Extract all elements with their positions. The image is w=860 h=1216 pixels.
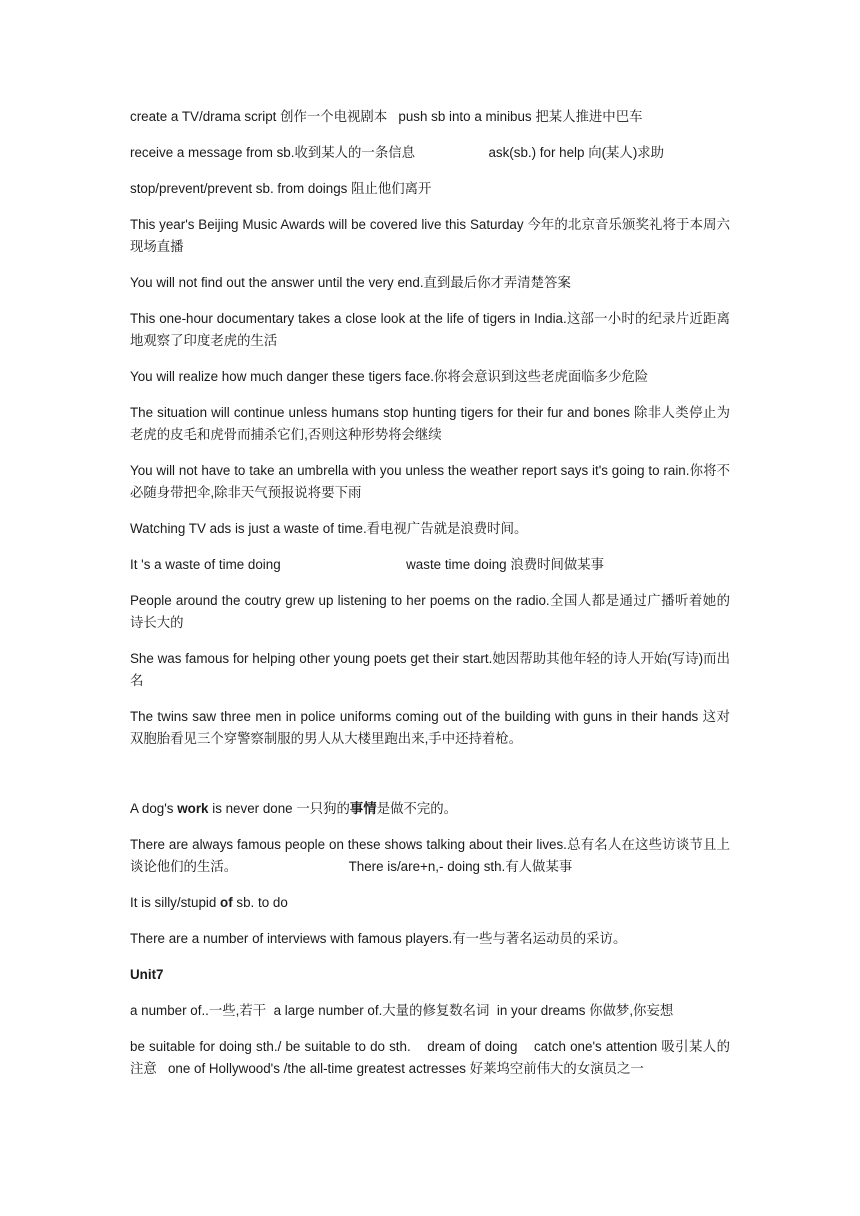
paragraph-4: This year's Beijing Music Awards will be covered live this Saturday 今年的北京音乐颁奖礼将于本周六现场直播 [130, 217, 730, 254]
phrase-tv-script: create a TV/drama script 创作一个电视剧本 [130, 109, 388, 124]
paragraph-2 [130, 142, 730, 164]
bold-work: work [177, 801, 209, 816]
paragraph-16 [130, 834, 730, 878]
paragraph-9: You will not have to take an umbrella with you unless the weather report says it's going to rain.你将不必随身带把伞,除非天气预报说将要下雨 [130, 463, 730, 500]
paragraph-20: a number of..一些,若干 a large number of.大量的修复数名词 in your dreams 你做梦,你妄想 [130, 1003, 674, 1018]
unit-heading: Unit7 [130, 967, 164, 982]
paragraph-12: People around the coutry grew up listening to her poems on the radio.全国人都是通过广播听着她的诗长大的 [130, 593, 730, 630]
paragraph-11 [130, 554, 730, 576]
paragraph-18: There are a number of interviews with famous players.有一些与著名运动员的采访。 [130, 931, 627, 946]
bold-of: of [220, 895, 233, 910]
paragraph-13: She was famous for helping other young poets get their start.她因帮助其他年轻的诗人开始(写诗)而出名 [130, 651, 730, 688]
paragraph-10: Watching TV ads is just a waste of time.看电视广告就是浪费时间。 [130, 521, 528, 536]
paragraph-6: This one-hour documentary takes a close look at the life of tigers in India.这部一小时的纪录片近距离地观察了印度老虎的生活 [130, 311, 730, 348]
bold-shiqing: 事情 [349, 801, 377, 816]
phrase-minibus: push sb into a minibus 把某人推进中巴车 [398, 109, 643, 124]
document-body [130, 106, 730, 1094]
phrase-there-is-doing: There is/are+n,- doing sth.有人做某事 [348, 859, 573, 874]
phrase-ask-for-help: ask(sb.) for help 向(某人)求助 [488, 145, 665, 160]
paragraph-17: It is silly/stupid of sb. to do [130, 895, 288, 910]
paragraph-21: be suitable for doing sth./ be suitable to do sth. dream of doing catch one's attention 吸引某人的注意 one of Hollywood's /the all-time greatest actresses 好莱坞空前伟大的女演员之一 [130, 1039, 730, 1076]
paragraph-15: A dog's work is never done 一只狗的事情是做不完的。 [130, 801, 458, 816]
phrase-waste-time-doing: waste time doing 浪费时间做某事 [406, 557, 605, 572]
sentence-famous-people: There are always famous people on these shows talking about their lives.总有名人在这些访谈节且上谈论他们的生活。 [130, 837, 730, 874]
paragraph-3: stop/prevent/prevent sb. from doings 阻止他们离开 [130, 181, 432, 196]
blank-gap [130, 764, 730, 798]
paragraph-8: The situation will continue unless humans stop hunting tigers for their fur and bones 除非人类停止为老虎的皮毛和虎骨而捕杀它们,否则这种形势将会继续 [130, 405, 730, 442]
paragraph-14: The twins saw three men in police uniforms coming out of the building with guns in their hands 这对双胞胎看见三个穿警察制服的男人从大楼里跑出来,手中还持着枪。 [130, 709, 730, 746]
paragraph-1 [130, 106, 730, 128]
phrase-waste-of-time: It 's a waste of time doing [130, 557, 281, 572]
paragraph-5: You will not find out the answer until the very end.直到最后你才弄清楚答案 [130, 275, 571, 290]
phrase-receive-message: receive a message from sb.收到某人的一条信息 [130, 145, 415, 160]
paragraph-7: You will realize how much danger these tigers face.你将会意识到这些老虎面临多少危险 [130, 369, 649, 384]
